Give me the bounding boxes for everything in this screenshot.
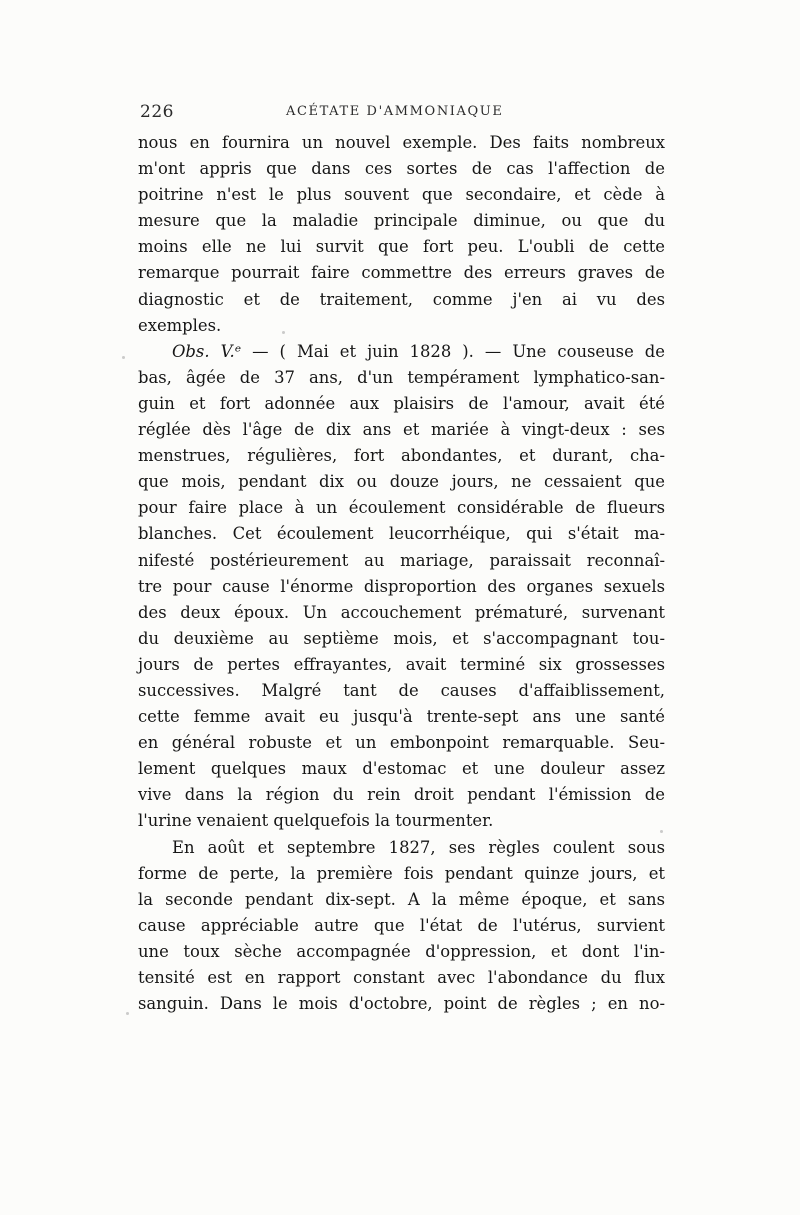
text-line: lement quelques maux d'estomac et une douleur assez bbox=[138, 759, 665, 779]
text-line: tensité est en rapport constant avec l'abondance du flux bbox=[138, 968, 665, 987]
scan-speck bbox=[126, 1012, 129, 1015]
text-line-fragment: — ( Mai et juin 1828 ). — Une couseuse de bbox=[252, 341, 665, 361]
scan-speck bbox=[282, 331, 285, 334]
text-line: des deux époux. Un accouchement prématuré, survenant bbox=[138, 602, 665, 622]
observation-label: Obs. V.ᵉ bbox=[172, 341, 242, 361]
text-line: que mois, pendant dix ou douze jours, ne cessaient que bbox=[138, 472, 665, 492]
page-number: 226 bbox=[140, 102, 174, 122]
text-line: l'urine venaient quelquefois la tourmenter. bbox=[138, 811, 494, 831]
text-line: pour faire place à un écoulement considérable de flueurs bbox=[138, 498, 665, 518]
running-title: ACÉTATE D'AMMONIAQUE bbox=[286, 104, 504, 119]
text-line: cause appréciable autre que l'état de l'utérus, survient bbox=[138, 915, 665, 935]
text-line: en général robuste et un embonpoint remarquable. Seu- bbox=[138, 733, 665, 753]
text-line: vive dans la région du rein droit pendant l'émission de bbox=[138, 785, 665, 805]
text-line: bas, âgée de 37 ans, d'un tempérament lymphatico-san- bbox=[138, 367, 665, 387]
text-line: une toux sèche accompagnée d'oppression, et dont l'in- bbox=[138, 941, 665, 961]
text-line: réglée dès l'âge de dix ans et mariée à vingt-deux : ses bbox=[138, 420, 665, 440]
scan-speck bbox=[122, 356, 125, 359]
text-line: nous en fournira un nouvel exemple. Des faits nombreux bbox=[138, 133, 665, 152]
page-header bbox=[140, 100, 665, 126]
text-line: sanguin. Dans le mois d'octobre, point de règles ; en no- bbox=[138, 994, 665, 1014]
text-line: mesure que la maladie principale diminue, ou que du bbox=[138, 211, 665, 231]
text-line: poitrine n'est le plus souvent que secondaire, et cède à bbox=[138, 185, 665, 205]
text-line: du deuxième au septième mois, et s'accompagnant tou- bbox=[138, 628, 665, 648]
text-line: forme de perte, la première fois pendant quinze jours, et bbox=[138, 863, 665, 883]
text-line: tre pour cause l'énorme disproportion des organes sexuels bbox=[138, 576, 665, 596]
text-line: blanches. Cet écoulement leucorrhéique, qui s'était ma- bbox=[138, 524, 665, 544]
text-line: menstrues, régulières, fort abondantes, et durant, cha- bbox=[138, 446, 665, 466]
text-line: diagnostic et de traitement, comme j'en ai vu des bbox=[138, 289, 665, 309]
text-line: exemples. bbox=[138, 315, 222, 335]
text-line: m'ont appris que dans ces sortes de cas l'affection de bbox=[138, 159, 665, 179]
text-line: jours de pertes effrayantes, avait terminé six grossesses bbox=[138, 654, 665, 674]
body-text bbox=[138, 130, 665, 1017]
text-line: moins elle ne lui survit que fort peu. L'oubli de cette bbox=[138, 237, 665, 257]
scan-speck bbox=[660, 830, 663, 833]
text-line: la seconde pendant dix-sept. A la même époque, et sans bbox=[138, 889, 665, 909]
observation-heading-line bbox=[138, 339, 665, 365]
text-line: cette femme avait eu jusqu'à trente-sept ans une santé bbox=[138, 707, 665, 727]
text-line: guin et fort adonnée aux plaisirs de l'amour, avait été bbox=[138, 393, 665, 413]
text-line: nifesté postérieurement au mariage, paraissait reconnaî- bbox=[138, 550, 665, 570]
text-line: successives. Malgré tant de causes d'affaiblissement, bbox=[138, 680, 665, 700]
text-line: remarque pourrait faire commettre des erreurs graves de bbox=[138, 263, 665, 283]
text-line: En août et septembre 1827, ses règles coulent sous bbox=[172, 837, 665, 857]
